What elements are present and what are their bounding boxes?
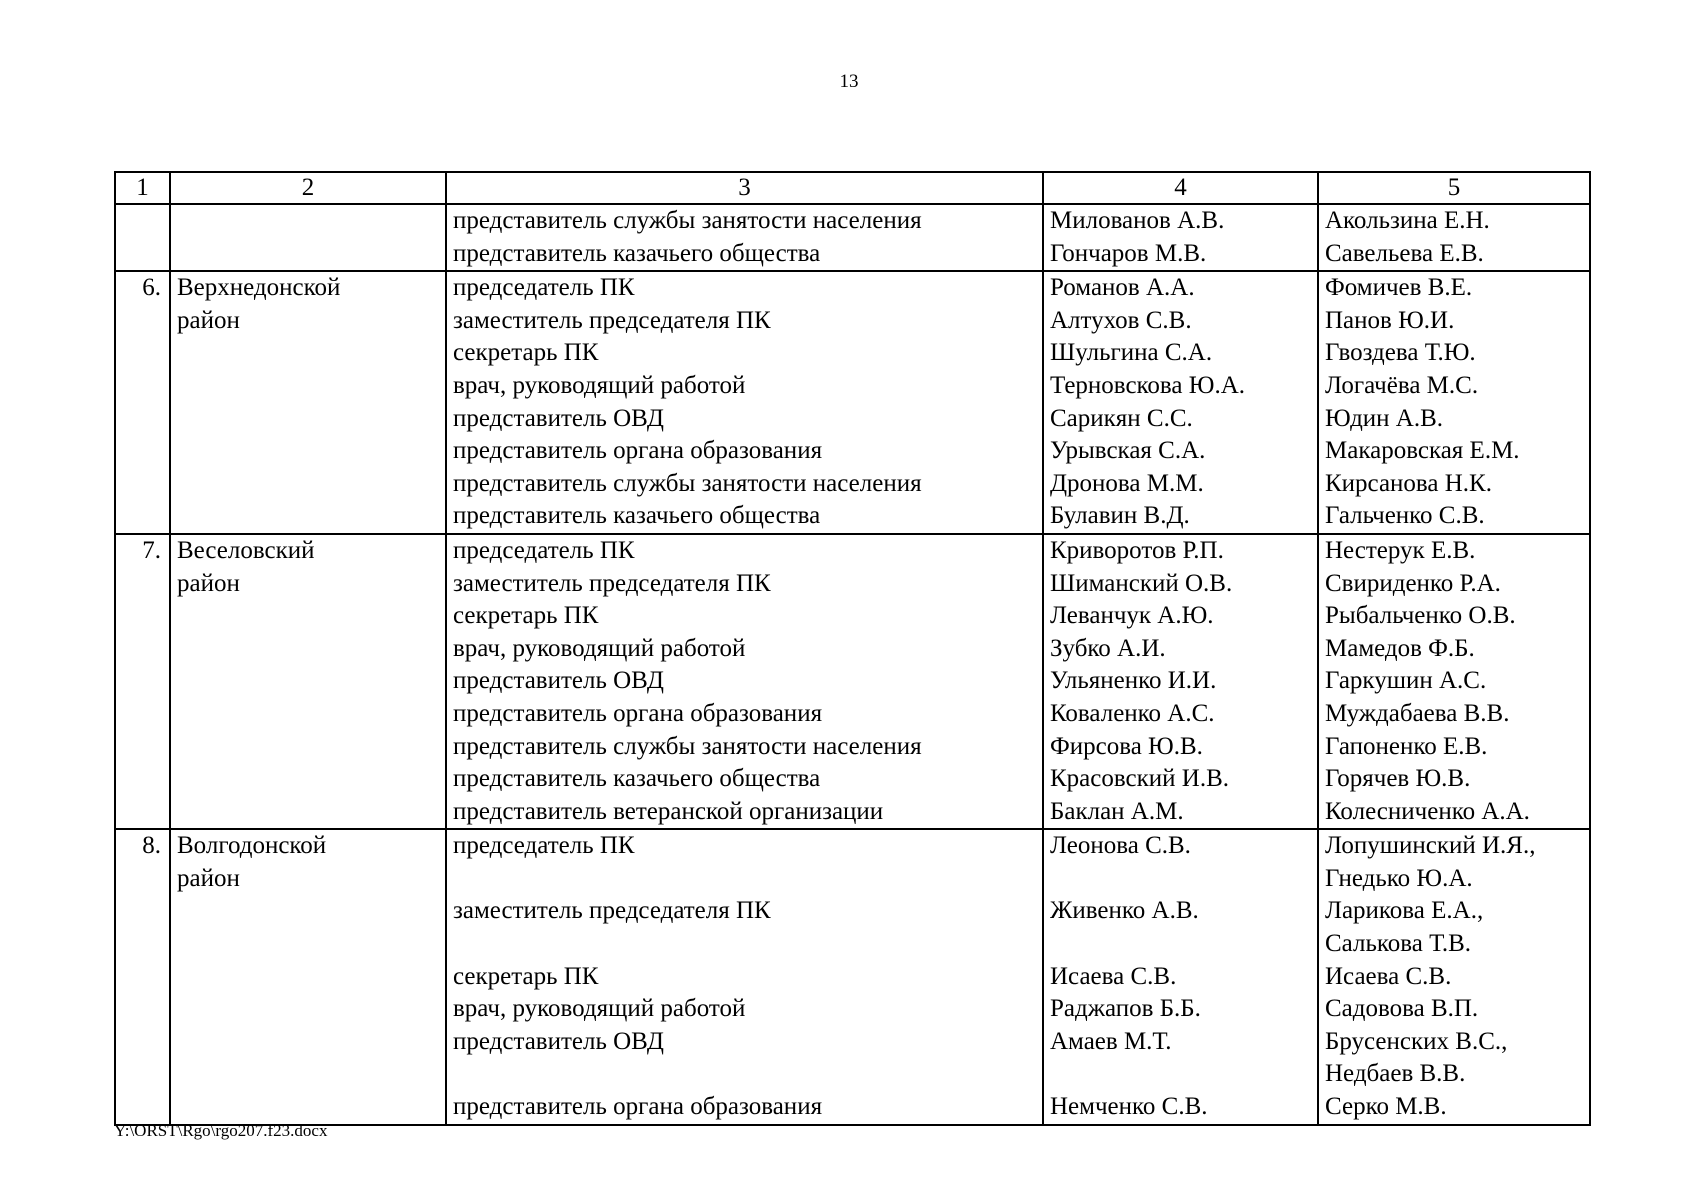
reserve-member-name: Гвоздева Т.Ю. [1325, 339, 1476, 367]
reserve-member-name-cell [1318, 534, 1590, 829]
district-name-cell [170, 534, 446, 829]
table-row [115, 271, 1590, 534]
commission-role-cell [446, 829, 1043, 1124]
member-name: Баклан А.М. [1050, 797, 1184, 825]
reserve-member-name: Серко М.В. [1325, 1093, 1447, 1121]
file-path-footer: Y:\ORST\Rgo\rgo207.f23.docx [114, 1121, 328, 1140]
member-name: Амаев М.Т. [1050, 1027, 1172, 1055]
member-name: Леонова С.В. [1050, 832, 1191, 860]
member-name: Ульяненко И.И. [1050, 667, 1217, 695]
member-name: Шульгина С.А. [1050, 339, 1213, 367]
commission-role: представитель службы занятости населения [453, 207, 922, 234]
member-name: Алтухов С.В. [1050, 306, 1192, 334]
commission-role: председатель ПК [453, 832, 635, 860]
reserve-member-name: Панов Ю.И. [1325, 306, 1455, 334]
reserve-member-name: Горячев Ю.В. [1325, 765, 1471, 793]
member-name: Зубко А.И. [1050, 634, 1166, 662]
commission-role: заместитель председателя ПК [453, 897, 771, 925]
commission-role: врач, руководящий работой [453, 634, 746, 662]
commission-role: врач, руководящий работой [453, 995, 746, 1023]
member-name [1050, 928, 1311, 961]
member-name-cell [1043, 271, 1318, 534]
member-name-cell [1043, 829, 1318, 1124]
reserve-member-name: Гнедько Ю.А. [1325, 864, 1473, 892]
commission-role: представитель ветеранской организации [453, 797, 884, 825]
commission-role: представитель органа образования [453, 1093, 823, 1121]
reserve-member-name-cell [1318, 829, 1590, 1124]
reserve-member-name: Муждабаева В.В. [1325, 699, 1510, 727]
row-number: 6. [115, 271, 170, 534]
commission-role: представитель ОВД [453, 667, 664, 695]
district-name-cell [170, 271, 446, 534]
reserve-member-name: Савельева Е.В. [1325, 239, 1484, 267]
district-name: район [177, 864, 240, 892]
member-name: Булавин В.Д. [1050, 502, 1190, 530]
commission-role: секретарь ПК [453, 962, 599, 990]
reserve-member-name: Фомичев В.Е. [1325, 274, 1473, 302]
row-number [115, 204, 170, 271]
table-row [115, 204, 1590, 271]
member-name: Криворотов Р.П. [1050, 536, 1224, 564]
commission-role-cell [446, 271, 1043, 534]
member-name: Терновскова Ю.А. [1050, 371, 1245, 399]
member-name: Сарикян С.С. [1050, 404, 1193, 432]
commission-role: представитель ОВД [453, 404, 664, 432]
row-number: 8. [115, 829, 170, 1124]
member-name-cell [1043, 204, 1318, 271]
district-name-cell [170, 829, 446, 1124]
table-header-row [115, 172, 1590, 204]
commission-role: представитель казачьего общества [453, 239, 821, 267]
header-cell-4: 4 [1043, 172, 1318, 204]
reserve-member-name: Рыбальченко О.В. [1325, 602, 1516, 630]
member-name [1050, 863, 1311, 896]
reserve-member-name: Мамедов Ф.Б. [1325, 634, 1475, 662]
header-cell-5: 5 [1318, 172, 1590, 204]
reserve-member-name: Гальченко С.В. [1325, 502, 1485, 530]
reserve-member-name: Лопушинский И.Я., [1325, 832, 1536, 860]
member-name: Урывская С.А. [1050, 437, 1206, 465]
header-cell-2: 2 [170, 172, 446, 204]
reserve-member-name: Логачёва М.С. [1325, 371, 1479, 399]
member-name: Немченко С.В. [1050, 1093, 1208, 1121]
member-name: Леванчук А.Ю. [1050, 602, 1214, 630]
reserve-member-name: Юдин А.В. [1325, 404, 1444, 432]
reserve-member-name: Свириденко Р.А. [1325, 569, 1501, 597]
member-name: Гончаров М.В. [1050, 239, 1207, 267]
member-name: Коваленко А.С. [1050, 699, 1215, 727]
member-name: Красовский И.В. [1050, 765, 1230, 793]
member-name: Романов А.А. [1050, 274, 1195, 302]
commission-role [453, 928, 1036, 961]
commission-role: заместитель председателя ПК [453, 306, 771, 334]
commission-role: секретарь ПК [453, 602, 599, 630]
member-name: Раджапов Б.Б. [1050, 995, 1201, 1023]
table-row [115, 829, 1590, 1124]
reserve-member-name: Макаровская Е.М. [1325, 437, 1520, 465]
reserve-member-name: Недбаев В.В. [1325, 1060, 1466, 1088]
commission-role: представитель службы занятости населения [453, 469, 922, 497]
commission-role: врач, руководящий работой [453, 371, 746, 399]
member-name [1050, 1058, 1311, 1091]
commission-role: председатель ПК [453, 536, 635, 564]
reserve-member-name: Ларикова Е.А., [1325, 897, 1484, 925]
district-name: Верхнедонской [177, 274, 341, 302]
commission-role [453, 1058, 1036, 1091]
reserve-member-name: Кирсанова Н.К. [1325, 469, 1492, 497]
reserve-member-name-cell [1318, 204, 1590, 271]
commission-role-cell [446, 534, 1043, 829]
reserve-member-name: Салькова Т.В. [1325, 930, 1472, 958]
reserve-member-name: Колесниченко А.А. [1325, 797, 1530, 825]
district-name: Веселовский [177, 536, 315, 564]
district-name: район [177, 306, 240, 334]
district-name: район [177, 569, 240, 597]
member-name: Милованов А.В. [1050, 207, 1225, 234]
header-cell-1: 1 [115, 172, 170, 204]
reserve-member-name-cell [1318, 271, 1590, 534]
table-row [115, 534, 1590, 829]
commission-role-cell [446, 204, 1043, 271]
commission-table [114, 171, 1591, 1126]
commission-role: заместитель председателя ПК [453, 569, 771, 597]
row-number: 7. [115, 534, 170, 829]
member-name: Фирсова Ю.В. [1050, 732, 1203, 760]
page-number: 13 [839, 71, 859, 92]
district-name-cell [170, 204, 446, 271]
reserve-member-name: Брусенских В.С., [1325, 1027, 1508, 1055]
commission-role: представитель органа образования [453, 699, 823, 727]
reserve-member-name: Акользина Е.Н. [1325, 207, 1490, 234]
reserve-member-name: Гаркушин А.С. [1325, 667, 1487, 695]
commission-role: представитель казачьего общества [453, 502, 821, 530]
commission-role: представитель казачьего общества [453, 765, 821, 793]
reserve-member-name: Гапоненко Е.В. [1325, 732, 1488, 760]
commission-role: представитель ОВД [453, 1027, 664, 1055]
commission-role: секретарь ПК [453, 339, 599, 367]
member-name: Исаева С.В. [1050, 962, 1177, 990]
reserve-member-name: Нестерук Е.В. [1325, 536, 1476, 564]
header-cell-3: 3 [446, 172, 1043, 204]
commission-role: представитель органа образования [453, 437, 823, 465]
member-name-cell [1043, 534, 1318, 829]
member-name: Дронова М.М. [1050, 469, 1204, 497]
reserve-member-name: Садовова В.П. [1325, 995, 1479, 1023]
member-name: Живенко А.В. [1050, 897, 1199, 925]
member-name: Шиманский О.В. [1050, 569, 1233, 597]
commission-role: председатель ПК [453, 274, 635, 302]
commission-role [453, 863, 1036, 896]
district-name: Волгодонской [177, 832, 327, 860]
reserve-member-name: Исаева С.В. [1325, 962, 1452, 990]
commission-role: представитель службы занятости населения [453, 732, 922, 760]
